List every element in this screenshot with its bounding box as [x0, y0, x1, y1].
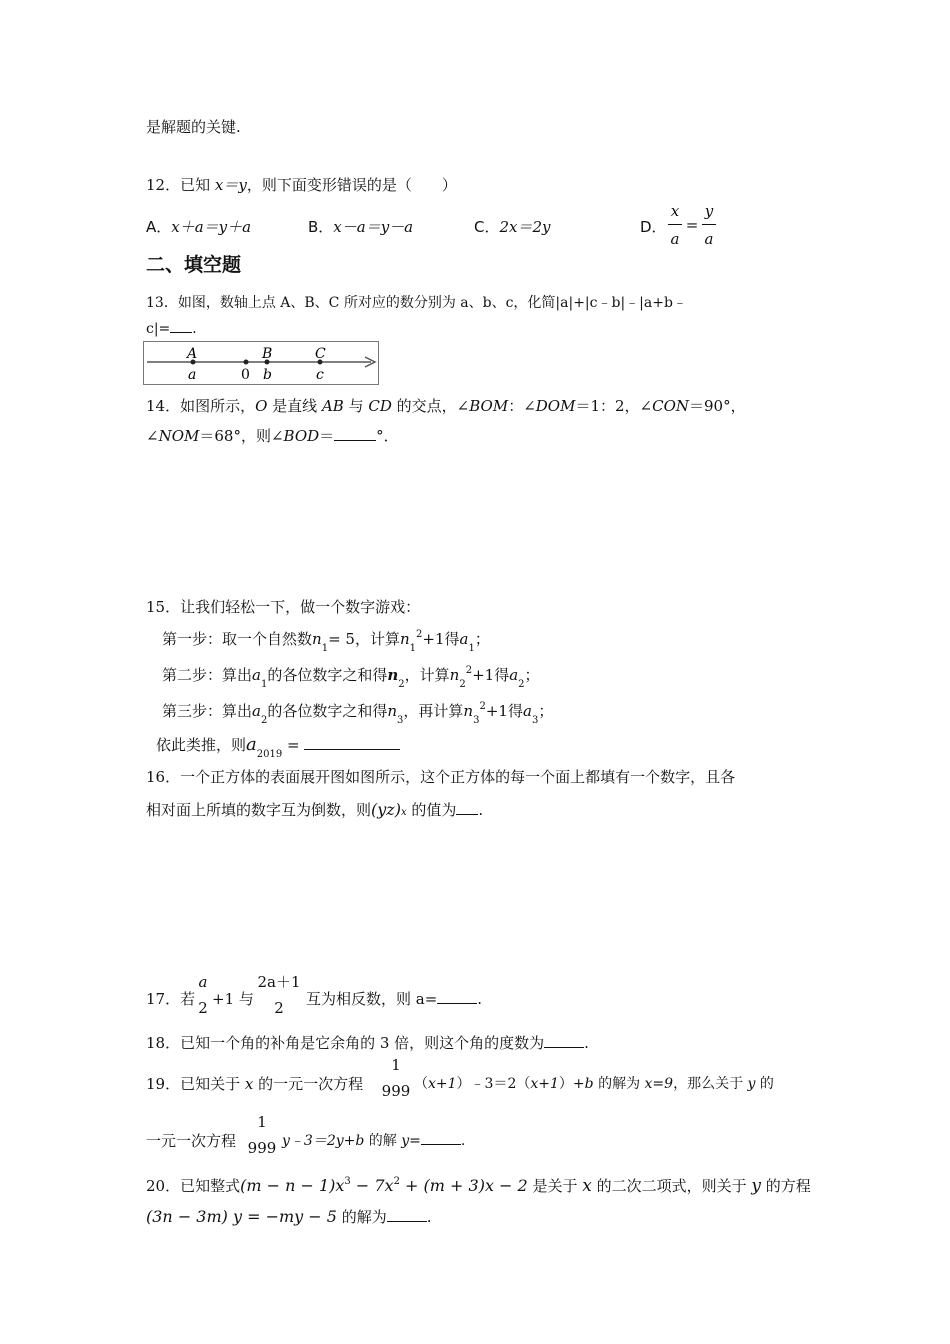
t: x	[400, 807, 407, 818]
t: DOM	[535, 397, 576, 415]
t: y	[751, 1176, 762, 1196]
label-B: B	[262, 346, 273, 362]
q14-blank[interactable]	[334, 426, 376, 441]
t: +1	[472, 666, 495, 684]
q17-f1-den: 2	[198, 999, 208, 1017]
t: ，再计算	[403, 702, 464, 720]
t: y=	[401, 1133, 421, 1149]
t: 3	[344, 1176, 351, 1187]
t: 2	[465, 665, 473, 676]
q19-num: 1	[391, 1056, 401, 1074]
t: .	[460, 1133, 466, 1149]
t: +1	[422, 630, 445, 648]
t: °．	[376, 427, 399, 445]
q18	[146, 1032, 589, 1053]
t: (3n − 3m) y = −my − 5	[146, 1207, 337, 1226]
t: + (m + 3)x − 2	[399, 1176, 528, 1195]
t: CON	[652, 397, 690, 415]
t: 与	[343, 397, 369, 415]
t: n	[312, 630, 322, 648]
t: 18．已知一个角的补角是它余角的 3 倍，则这个角的度数为	[146, 1034, 545, 1052]
intro-tail: 是解题的关键.	[146, 118, 241, 136]
q16-blank[interactable]	[456, 800, 478, 815]
t: n	[399, 630, 410, 648]
t: 的二次二项式，则关于	[591, 1177, 752, 1195]
t: 20．已知整式	[146, 1177, 241, 1195]
section-title: 二、填空题	[146, 254, 242, 276]
q19-rest	[414, 1073, 774, 1093]
number-line-figure	[143, 341, 379, 385]
t: 2019	[256, 749, 283, 760]
option-label: B．	[308, 218, 334, 236]
t: y﹣3＝2y+b	[282, 1133, 365, 1149]
q15-step1	[162, 628, 490, 654]
q12-d-eq: =	[685, 216, 699, 234]
q14-line2	[146, 425, 399, 446]
t: n	[387, 666, 399, 684]
t: ＝68°，则∠	[199, 427, 284, 445]
t: ）+	[558, 1076, 585, 1092]
q12-d-den-left: a	[670, 230, 680, 248]
t: 的一元一次方程	[253, 1075, 364, 1093]
q13-line1: 13．如图，数轴上点 A、B、C 所对应的数分别为 a、b、c，化简|a|+|c﹣b|﹣|a+b﹣	[146, 295, 687, 311]
q19-blank[interactable]	[421, 1130, 461, 1145]
q15-blank[interactable]	[304, 735, 400, 750]
t: ，那么关于	[673, 1076, 748, 1092]
t: 互为相反数，则 a=	[306, 990, 438, 1008]
q12-option-a[interactable]	[146, 216, 251, 237]
option-text: x－a＝y－a	[333, 218, 414, 236]
t: 的解	[364, 1133, 402, 1149]
q18-blank[interactable]	[544, 1033, 584, 1048]
q17-f2-num: 2a＋1	[257, 973, 301, 991]
t: a	[252, 666, 261, 684]
q17-f1-num: a	[198, 973, 208, 991]
t: 2	[518, 679, 525, 690]
q12-option-b[interactable]	[308, 216, 413, 237]
q16-line1: 16．一个正方体的表面展开图如图所示，这个正方体的每一个面上都填有一个数字，且各	[146, 768, 736, 786]
label-A: A	[187, 346, 198, 362]
q12-stem-b: ，则下面变形错误的是（ ）	[246, 176, 457, 194]
q12-stem-a: 已知	[180, 176, 215, 194]
t: 3	[473, 715, 480, 726]
point-zero	[244, 360, 249, 365]
q15-step3	[162, 700, 554, 726]
t: 得	[494, 666, 510, 684]
q13-line2	[146, 318, 197, 337]
q20-line1	[146, 1175, 811, 1196]
q12-d-num-left: x	[670, 202, 680, 220]
q19-line2-rest	[282, 1130, 465, 1150]
q12-d-num-right: y	[704, 202, 714, 220]
q12-stem-var: x＝y	[214, 176, 247, 194]
t: 得	[444, 630, 460, 648]
label-b: b	[263, 367, 272, 383]
t: ＝90°，	[689, 397, 746, 415]
q15-step2	[162, 664, 540, 690]
t: 第二步：算出	[162, 666, 253, 684]
q13-blank[interactable]	[170, 318, 192, 333]
q19-den: 999	[381, 1082, 411, 1100]
t: ；	[524, 666, 540, 684]
option-text: x＋a＝y＋a	[171, 218, 252, 236]
t: AB	[321, 397, 344, 415]
t: 2	[398, 679, 405, 690]
q15-last	[156, 734, 400, 760]
t: x	[244, 1075, 254, 1093]
label-c: c	[316, 367, 324, 383]
t: 得	[507, 702, 523, 720]
q12-stem	[146, 174, 457, 195]
t: .	[584, 1034, 589, 1052]
t: b	[584, 1076, 594, 1092]
t: BOM	[469, 397, 509, 415]
q12-number: 12．	[146, 176, 181, 194]
t: y	[747, 1076, 756, 1092]
t: a	[252, 702, 261, 720]
q20-line2	[146, 1206, 432, 1227]
t: ；	[474, 630, 490, 648]
t: BOD	[283, 427, 320, 445]
t: （	[414, 1076, 428, 1092]
t: O	[255, 397, 268, 415]
t: 的各位数字之和得	[267, 702, 388, 720]
t: = 5	[328, 630, 355, 648]
t: 1	[321, 643, 329, 654]
t: 第三步：算出	[162, 702, 253, 720]
t: ＝1：2，∠	[575, 397, 653, 415]
t: 的解为	[593, 1076, 645, 1092]
t: 是关于	[527, 1177, 583, 1195]
q12-option-c[interactable]	[474, 216, 551, 237]
t: 1	[409, 643, 417, 654]
t: 2	[393, 1176, 400, 1187]
t: .	[478, 801, 484, 819]
q12-option-d-label[interactable]: D．	[640, 218, 667, 236]
t: 的交点，∠	[391, 397, 470, 415]
t: n	[449, 666, 460, 684]
t: 3	[531, 715, 539, 726]
t: n	[387, 702, 398, 720]
t: 2	[416, 629, 423, 640]
frac-bar	[702, 224, 716, 225]
t: ∠	[146, 427, 159, 445]
t: 1	[260, 679, 268, 690]
t: 的方程	[761, 1177, 811, 1195]
t: +1	[485, 702, 508, 720]
q14-line1	[146, 395, 746, 416]
t: (yz)	[371, 800, 401, 819]
t: ，计算	[354, 630, 400, 648]
q19-den2: 999	[247, 1139, 277, 1157]
t: 2	[260, 715, 268, 726]
t: a	[509, 666, 519, 684]
t: n	[463, 702, 474, 720]
q13-line2-text: c|=	[146, 321, 171, 337]
q19-line2-a: 一元一次方程	[146, 1132, 237, 1150]
t: =	[286, 736, 300, 754]
q17-blank[interactable]	[437, 989, 477, 1004]
t: CD	[368, 397, 392, 415]
option-text: 2x＝2y	[499, 218, 551, 236]
q17-post	[306, 988, 482, 1009]
t: 的	[755, 1076, 774, 1092]
t: x	[582, 1176, 592, 1196]
t: a	[522, 702, 532, 720]
t: ，计算	[404, 666, 450, 684]
t: .	[477, 990, 483, 1008]
t: x+1	[428, 1076, 457, 1092]
option-label: C．	[474, 218, 500, 236]
t: x+1	[530, 1076, 559, 1092]
t: x=9	[644, 1076, 674, 1092]
t: 19．已知关于	[146, 1075, 245, 1093]
label-zero: 0	[241, 367, 250, 383]
t: ＝	[319, 427, 335, 445]
t: NOM	[158, 427, 200, 445]
q17-f2-den: 2	[274, 999, 284, 1017]
q13-end: .	[192, 321, 197, 337]
t: 3	[397, 715, 404, 726]
q20-blank[interactable]	[387, 1207, 427, 1222]
t: 1	[468, 643, 475, 654]
q19-pre	[146, 1073, 363, 1094]
t: 的解为	[336, 1208, 387, 1226]
t: 的各位数字之和得	[267, 666, 388, 684]
t: ：∠	[508, 397, 536, 415]
q17-pre: 17．若	[146, 990, 196, 1008]
q16-line2	[146, 799, 483, 820]
q19-num2: 1	[257, 1113, 267, 1131]
t: .	[426, 1208, 432, 1226]
t: a	[246, 734, 257, 755]
t: 第一步：取一个自然数	[162, 630, 313, 648]
t: (m − n − 1)x	[240, 1176, 345, 1195]
t: ）﹣3＝2（	[456, 1076, 531, 1092]
q17-plus1: +1 与	[212, 990, 254, 1008]
q15-title: 15．让我们轻松一下，做一个数字游戏：	[146, 598, 421, 616]
t: 2	[459, 679, 466, 690]
t: 依此类推，则	[156, 736, 247, 754]
frac-bar	[668, 224, 682, 225]
t: 相对面上所填的数字互为倒数，则	[146, 801, 372, 819]
label-a: a	[188, 367, 197, 383]
t: 2	[479, 701, 486, 712]
figure-border	[144, 342, 379, 385]
t: a	[459, 630, 469, 648]
label-C: C	[315, 346, 326, 362]
t: − 7x	[350, 1176, 394, 1195]
t: ；	[538, 702, 554, 720]
t: 的值为	[406, 801, 457, 819]
t: 14．如图所示，	[146, 397, 256, 415]
q12-d-den-right: a	[704, 230, 714, 248]
t: 是直线	[267, 397, 322, 415]
option-label: A．	[146, 218, 172, 236]
